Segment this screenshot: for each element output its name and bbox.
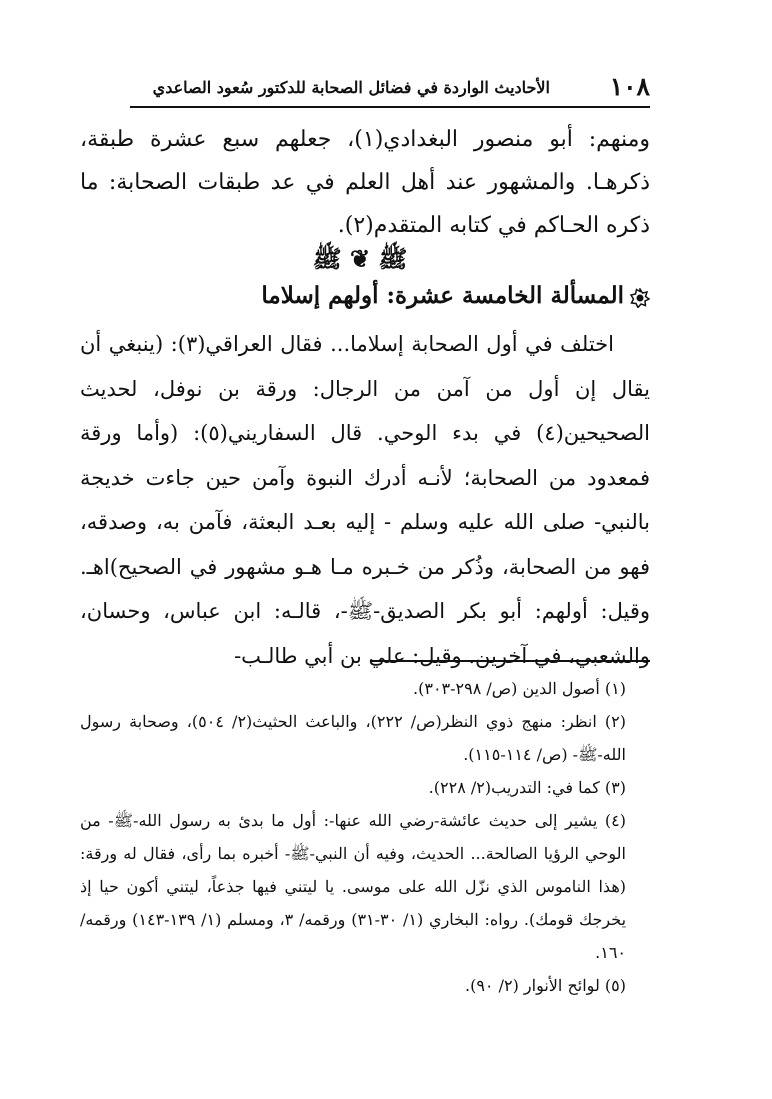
main-paragraph: اختلف في أول الصحابة إسلاما... فقال العراقي(٣): (ينبغي أن يقال إن أول من آمن من الرجال: ورقة بن نوفل، لحديث الصحيحين(٤) في بدء الوحي. قال السفاريني(٥): (وأما ورقة فمعدود من الصحابة؛ لأنـه أدرك النبوة وآمن حين جاءت خديجة بالنبي- صلى الله عليه وسلم - إليه بعـد البعثة، فآمن به، وصدقه، فهو من الصحابة، وذُكر من خـبره مـا هـو مشهور في الصحيح)اهـ. وقيل: أولهم: أبو بكر الصديق-ﷺ-، قالـه: ابن عباس، وحسان، والشعبي، في آخرين. وقيل: علي بن أبي طالـب- — [80, 332, 650, 668]
main-text — [80, 322, 650, 678]
intro-text — [80, 118, 650, 247]
footnote-divider — [370, 660, 650, 662]
seal-icon — [630, 287, 650, 307]
section-heading-text: المسألة الخامسة عشرة: أولهم إسلاما — [261, 282, 624, 309]
footnotes — [80, 672, 650, 1002]
footnote-3: (٣) كما في: التدريب(٢/ ٢٢٨). — [428, 778, 626, 797]
running-title: الأحاديث الواردة في فضائل الصحابة للدكتور سُعود الصاعدي — [152, 78, 550, 97]
footnote-1: (١) أصول الدين (ص/ ٢٩٨-٣٠٣). — [413, 679, 626, 698]
ornament-divider: ﷺ ❦ ﷺ — [312, 244, 408, 273]
page-number: ١٠٨ — [609, 72, 650, 101]
page-header — [130, 72, 650, 102]
header-divider — [130, 106, 650, 108]
footnote-5: (٥) لوائح الأنوار (٢/ ٩٠). — [464, 976, 626, 995]
section-heading — [200, 282, 650, 309]
footnote-2: (٢) انظر: منهج ذوي النظر(ص/ ٢٢٢)، والباعث الحثيث(٢/ ٥٠٤)، وصحابة رسول الله-ﷺ- (ص/ ١١٤-١١٥). — [80, 712, 627, 764]
footnote-4: (٤) يشير إلى حديث عائشة-رضي الله عنها-: أول ما بدئ به رسول الله-ﷺ- من الوحي الرؤيا الصالحة... الحديث، وفيه أن النبي-ﷺ- أخبره بما رأى، فقال له ورقة: (هذا الناموس الذي نزّل الله على موسى. يا ليتني فيها جذعاً، ليتني أكون حيا إذ يخرجك قومك). رواه: البخاري (١/ ٣٠-٣١) ورقمه/ ٣، ومسلم (١/ ١٣٩-١٤٣) ورقمه/ ١٦٠. — [80, 811, 627, 962]
intro-paragraph: ومنهم: أبو منصور البغدادي(١)، جعلهم سبع عشرة طبقة، ذكرهـا. والمشهور عند أهل العلم في عد طبقات الصحابة: ما ذكره الحـاكم في كتابه المتقدم(٢). — [80, 127, 651, 238]
